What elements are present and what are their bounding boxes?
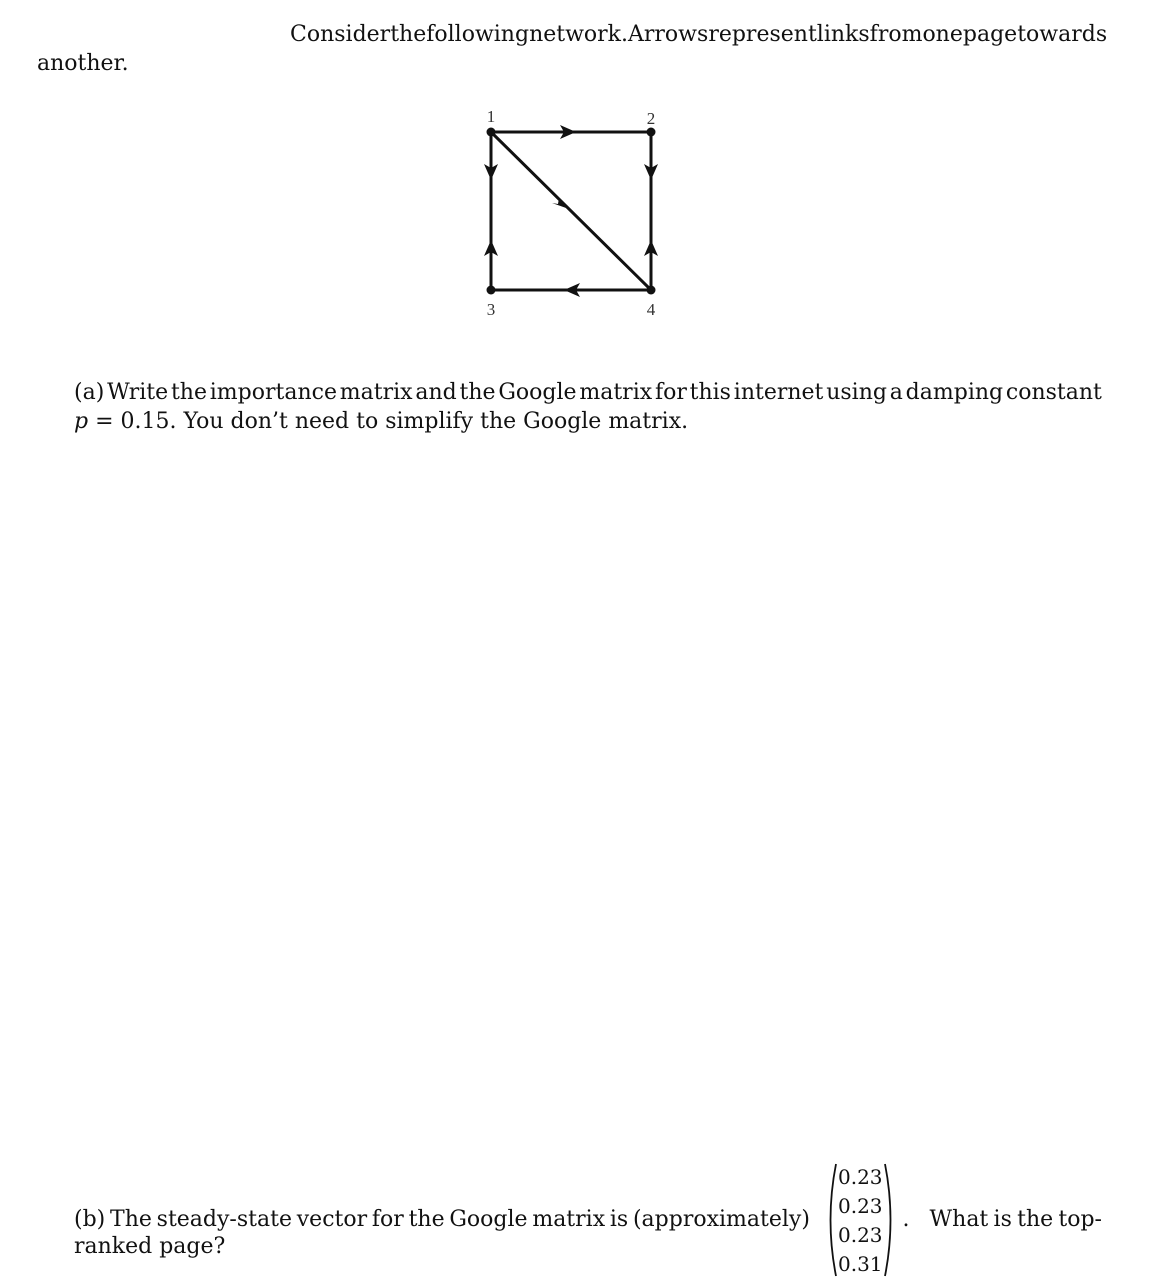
question-a-line-1: [74, 379, 1102, 407]
vector-entry: 0.23: [838, 1194, 883, 1218]
question-b-line-1: [74, 1161, 1102, 1279]
question-b-line-2: ranked page?: [74, 1234, 226, 1259]
word: one: [922, 22, 963, 47]
steady-state-vector: [824, 1161, 897, 1279]
word: the: [170, 380, 207, 405]
word: the: [1017, 1207, 1054, 1232]
vector-entry: 0.23: [838, 1223, 883, 1247]
question-a-label: (a): [74, 380, 105, 405]
word: is: [609, 1207, 629, 1232]
node-3: [487, 286, 496, 295]
question-b-label: (b): [74, 1207, 106, 1232]
word: from: [869, 22, 923, 47]
right-paren: [883, 1162, 897, 1278]
word: the: [390, 22, 427, 47]
word: is: [993, 1207, 1012, 1232]
word: and: [415, 380, 457, 405]
word: importance: [209, 380, 337, 405]
edge-1-4: [491, 132, 651, 290]
word: the: [408, 1207, 445, 1232]
word: vector: [296, 1207, 368, 1232]
node-label-4: 4: [646, 300, 656, 319]
node-2: [647, 128, 656, 137]
node-4: [647, 286, 656, 295]
word: Google: [498, 380, 577, 405]
damping-variable: p: [74, 409, 89, 434]
network-diagram: [460, 100, 680, 325]
word: represent: [708, 22, 817, 47]
word: links: [816, 22, 870, 47]
word: (approximately): [632, 1207, 810, 1232]
question-a-line-2-text: = 0.15. You don’t need to simplify the Google matrix.: [95, 409, 689, 434]
word: this: [689, 380, 731, 405]
word: network.: [529, 22, 629, 47]
word: What: [929, 1207, 989, 1232]
word: constant: [1005, 380, 1102, 405]
vector-entries: [838, 1163, 883, 1279]
word: matrix: [579, 380, 653, 405]
word: matrix: [532, 1207, 606, 1232]
question-b-tail: [930, 1206, 1102, 1234]
left-paren: [824, 1162, 838, 1278]
node-label-3: 3: [486, 300, 496, 319]
word: using: [826, 380, 887, 405]
question-b-lead: [74, 1206, 810, 1234]
question-a-line-2: [74, 408, 688, 436]
word: Consider: [290, 22, 391, 47]
word: The: [110, 1207, 152, 1232]
word: for: [371, 1207, 404, 1232]
word: top-: [1058, 1207, 1102, 1232]
word: towards: [1017, 22, 1108, 47]
vector-entry: 0.23: [838, 1165, 883, 1189]
word: page: [962, 22, 1018, 47]
word: Write: [107, 380, 169, 405]
node-1: [487, 128, 496, 137]
intro-line-2: another.: [37, 51, 129, 76]
vector-period: .: [902, 1207, 910, 1232]
word: a: [889, 380, 903, 405]
word: following: [426, 22, 530, 47]
word: internet: [733, 380, 824, 405]
intro-line-1: [290, 21, 1108, 49]
word: matrix: [339, 380, 413, 405]
word: the: [459, 380, 496, 405]
node-label-1: 1: [486, 107, 496, 126]
word: Google: [449, 1207, 528, 1232]
word: steady-state: [156, 1207, 292, 1232]
word: damping: [905, 380, 1004, 405]
vector-entry: 0.31: [838, 1252, 883, 1276]
word: for: [654, 380, 687, 405]
node-label-2: 2: [646, 109, 656, 128]
word: Arrows: [628, 22, 709, 47]
